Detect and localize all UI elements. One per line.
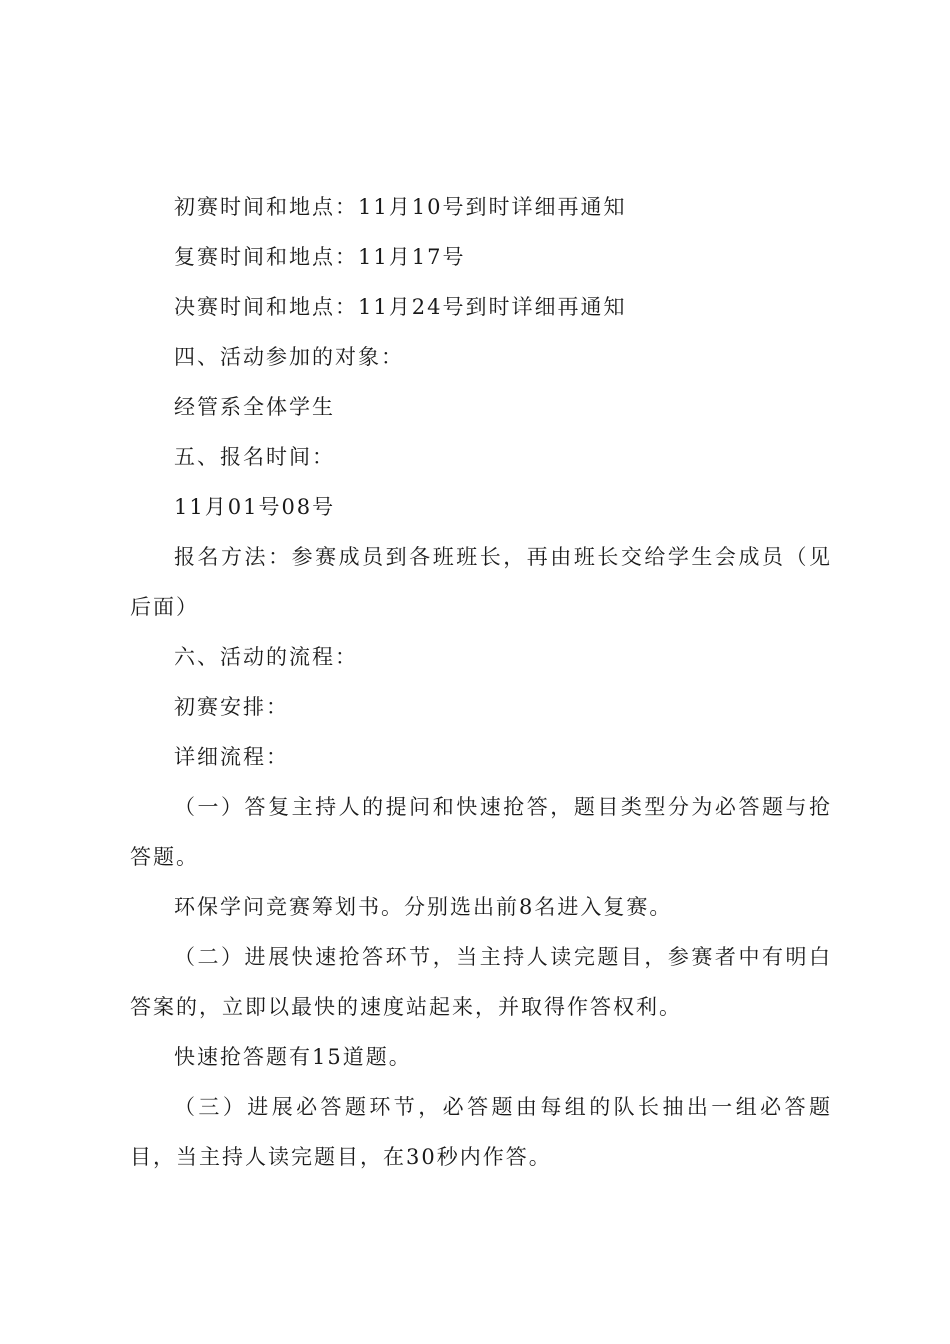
- paragraph-quick-answer-count: 快速抢答题有15道题。: [174, 1045, 412, 1069]
- paragraph-preliminary-arrangement: 初赛安排：: [174, 695, 289, 719]
- paragraph-semifinal-time: 复赛时间和地点：11月17号: [174, 245, 466, 269]
- paragraph-plan-summary: 环保学问竞赛筹划书。分别选出前8名进入复赛。: [174, 895, 673, 919]
- paragraph-detailed-process: 详细流程：: [174, 745, 289, 769]
- section-heading-participants: 四、活动参加的对象：: [174, 345, 404, 369]
- paragraph-step-two: （二）进展快速抢答环节，当主持人读完题目，参赛者中有明白答案的，立即以最快的速度站起来，并取得作答权利。: [130, 945, 832, 1019]
- paragraph-registration-dates: 11月01号08号: [174, 495, 336, 519]
- paragraph-registration-method: 报名方法：参赛成员到各班班长，再由班长交给学生会成员（见后面）: [130, 545, 832, 619]
- section-heading-registration-time: 五、报名时间：: [174, 445, 335, 469]
- section-heading-process: 六、活动的流程：: [174, 645, 358, 669]
- document-body: [130, 182, 832, 1182]
- paragraph-step-three: （三）进展必答题环节，必答题由每组的队长抽出一组必答题目，当主持人读完题目，在30秒内作答。: [130, 1095, 832, 1169]
- paragraph-preliminary-time: 初赛时间和地点：11月10号到时详细再通知: [174, 195, 627, 219]
- paragraph-step-one: （一）答复主持人的提问和快速抢答，题目类型分为必答题与抢答题。: [130, 795, 832, 869]
- paragraph-final-time: 决赛时间和地点：11月24号到时详细再通知: [174, 295, 627, 319]
- paragraph-participants: 经管系全体学生: [174, 395, 335, 419]
